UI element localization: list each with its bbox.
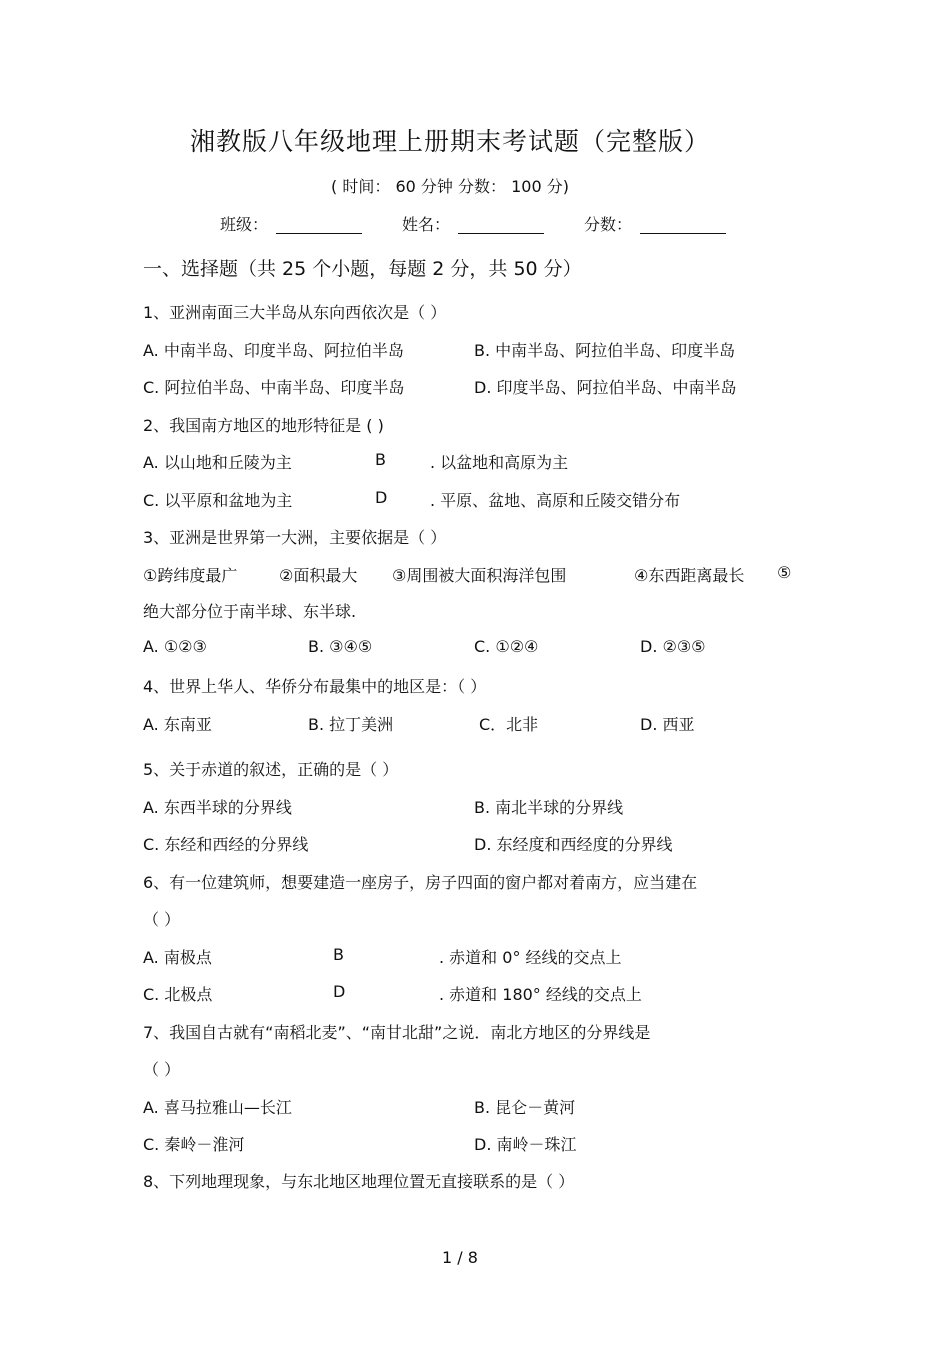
score-blank: [640, 217, 726, 234]
question-stem: 1、亚洲南面三大半岛从东向西依次是（ ）: [143, 303, 447, 322]
option-b-letter: B: [375, 450, 386, 469]
option-a: A. ①②③: [143, 637, 207, 656]
option-c: C. 东经和西经的分界线: [143, 835, 309, 854]
option-d: . 赤道和 180° 经线的交点上: [439, 985, 642, 1004]
question-stem: 5、关于赤道的叙述，正确的是（ ）: [143, 760, 399, 779]
class-field: [220, 212, 362, 235]
option-b: B. 拉丁美洲: [308, 715, 394, 734]
option-a: A. 中南半岛、印度半岛、阿拉伯半岛: [143, 341, 404, 360]
option-c: C. 北极点: [143, 985, 213, 1004]
option-d: D. 东经度和西经度的分界线: [474, 835, 673, 854]
statement-2: ②面积最大: [279, 566, 358, 585]
class-label: 班级：: [220, 215, 269, 234]
option-c: C．北非: [479, 715, 539, 734]
option-c: C. 以平原和盆地为主: [143, 491, 293, 510]
answer-parentheses: （ ）: [143, 910, 181, 929]
section-heading: 一、选择题（共 25 个小题，每题 2 分，共 50 分）: [143, 258, 582, 280]
name-label: 姓名：: [402, 215, 451, 234]
option-a: A. 东西半球的分界线: [143, 798, 292, 817]
option-b: B. 昆仑－黄河: [474, 1098, 576, 1117]
statement-5-continued: 绝大部分位于南半球、东半球.: [143, 602, 357, 621]
option-b: B. 中南半岛、阿拉伯半岛、印度半岛: [474, 341, 736, 360]
question-stem: 7、我国自古就有“南稻北麦”、“南甘北甜”之说．南北方地区的分界线是: [143, 1023, 651, 1042]
option-d: D. 西亚: [640, 715, 695, 734]
statement-4: ④东西距离最长: [634, 566, 745, 585]
name-blank: [458, 217, 544, 234]
option-b-letter: B: [333, 945, 344, 964]
option-d-letter: D: [333, 982, 346, 1001]
name-field: [402, 212, 544, 235]
option-d: D. 印度半岛、阿拉伯半岛、中南半岛: [474, 378, 737, 397]
option-a: A. 以山地和丘陵为主: [143, 453, 292, 472]
statement-1: ①跨纬度最广: [143, 566, 238, 585]
exam-time-score: ( 时间： 60 分钟 分数： 100 分): [331, 177, 569, 196]
class-blank: [276, 217, 362, 234]
question-stem: 8、下列地理现象，与东北地区地理位置无直接联系的是（ ）: [143, 1172, 575, 1191]
option-a: A. 东南亚: [143, 715, 212, 734]
option-b: . 以盆地和高原为主: [430, 453, 569, 472]
question-stem: 2、我国南方地区的地形特征是 ( ): [143, 416, 384, 435]
answer-parentheses: （ ）: [143, 1060, 181, 1079]
option-d: D. ②③⑤: [640, 637, 706, 656]
option-c: C. 阿拉伯半岛、中南半岛、印度半岛: [143, 378, 405, 397]
option-c: C. ①②④: [474, 637, 539, 656]
option-c: C. 秦岭－淮河: [143, 1135, 245, 1154]
option-b: . 赤道和 0° 经线的交点上: [439, 948, 622, 967]
score-field: [584, 212, 726, 235]
statement-5: ⑤: [777, 563, 792, 582]
question-stem: 3、亚洲是世界第一大洲，主要依据是（ ）: [143, 528, 447, 547]
question-stem: 6、有一位建筑师，想要建造一座房子，房子四面的窗户都对着南方，应当建在: [143, 873, 698, 892]
statement-3: ③周围被大面积海洋包围: [392, 566, 567, 585]
option-b: B. ③④⑤: [308, 637, 373, 656]
question-stem: 4、世界上华人、华侨分布最集中的地区是：（ ）: [143, 677, 487, 696]
option-b: B. 南北半球的分界线: [474, 798, 624, 817]
option-a: A. 南极点: [143, 948, 212, 967]
option-a: A. 喜马拉雅山—长江: [143, 1098, 292, 1117]
option-d: . 平原、盆地、高原和丘陵交错分布: [430, 491, 681, 510]
page-number: 1 / 8: [442, 1248, 478, 1267]
page-title: 湘教版八年级地理上册期末考试题（完整版）: [189, 127, 710, 156]
option-d-letter: D: [375, 488, 388, 507]
score-label: 分数：: [584, 215, 633, 234]
option-d: D. 南岭－珠江: [474, 1135, 577, 1154]
